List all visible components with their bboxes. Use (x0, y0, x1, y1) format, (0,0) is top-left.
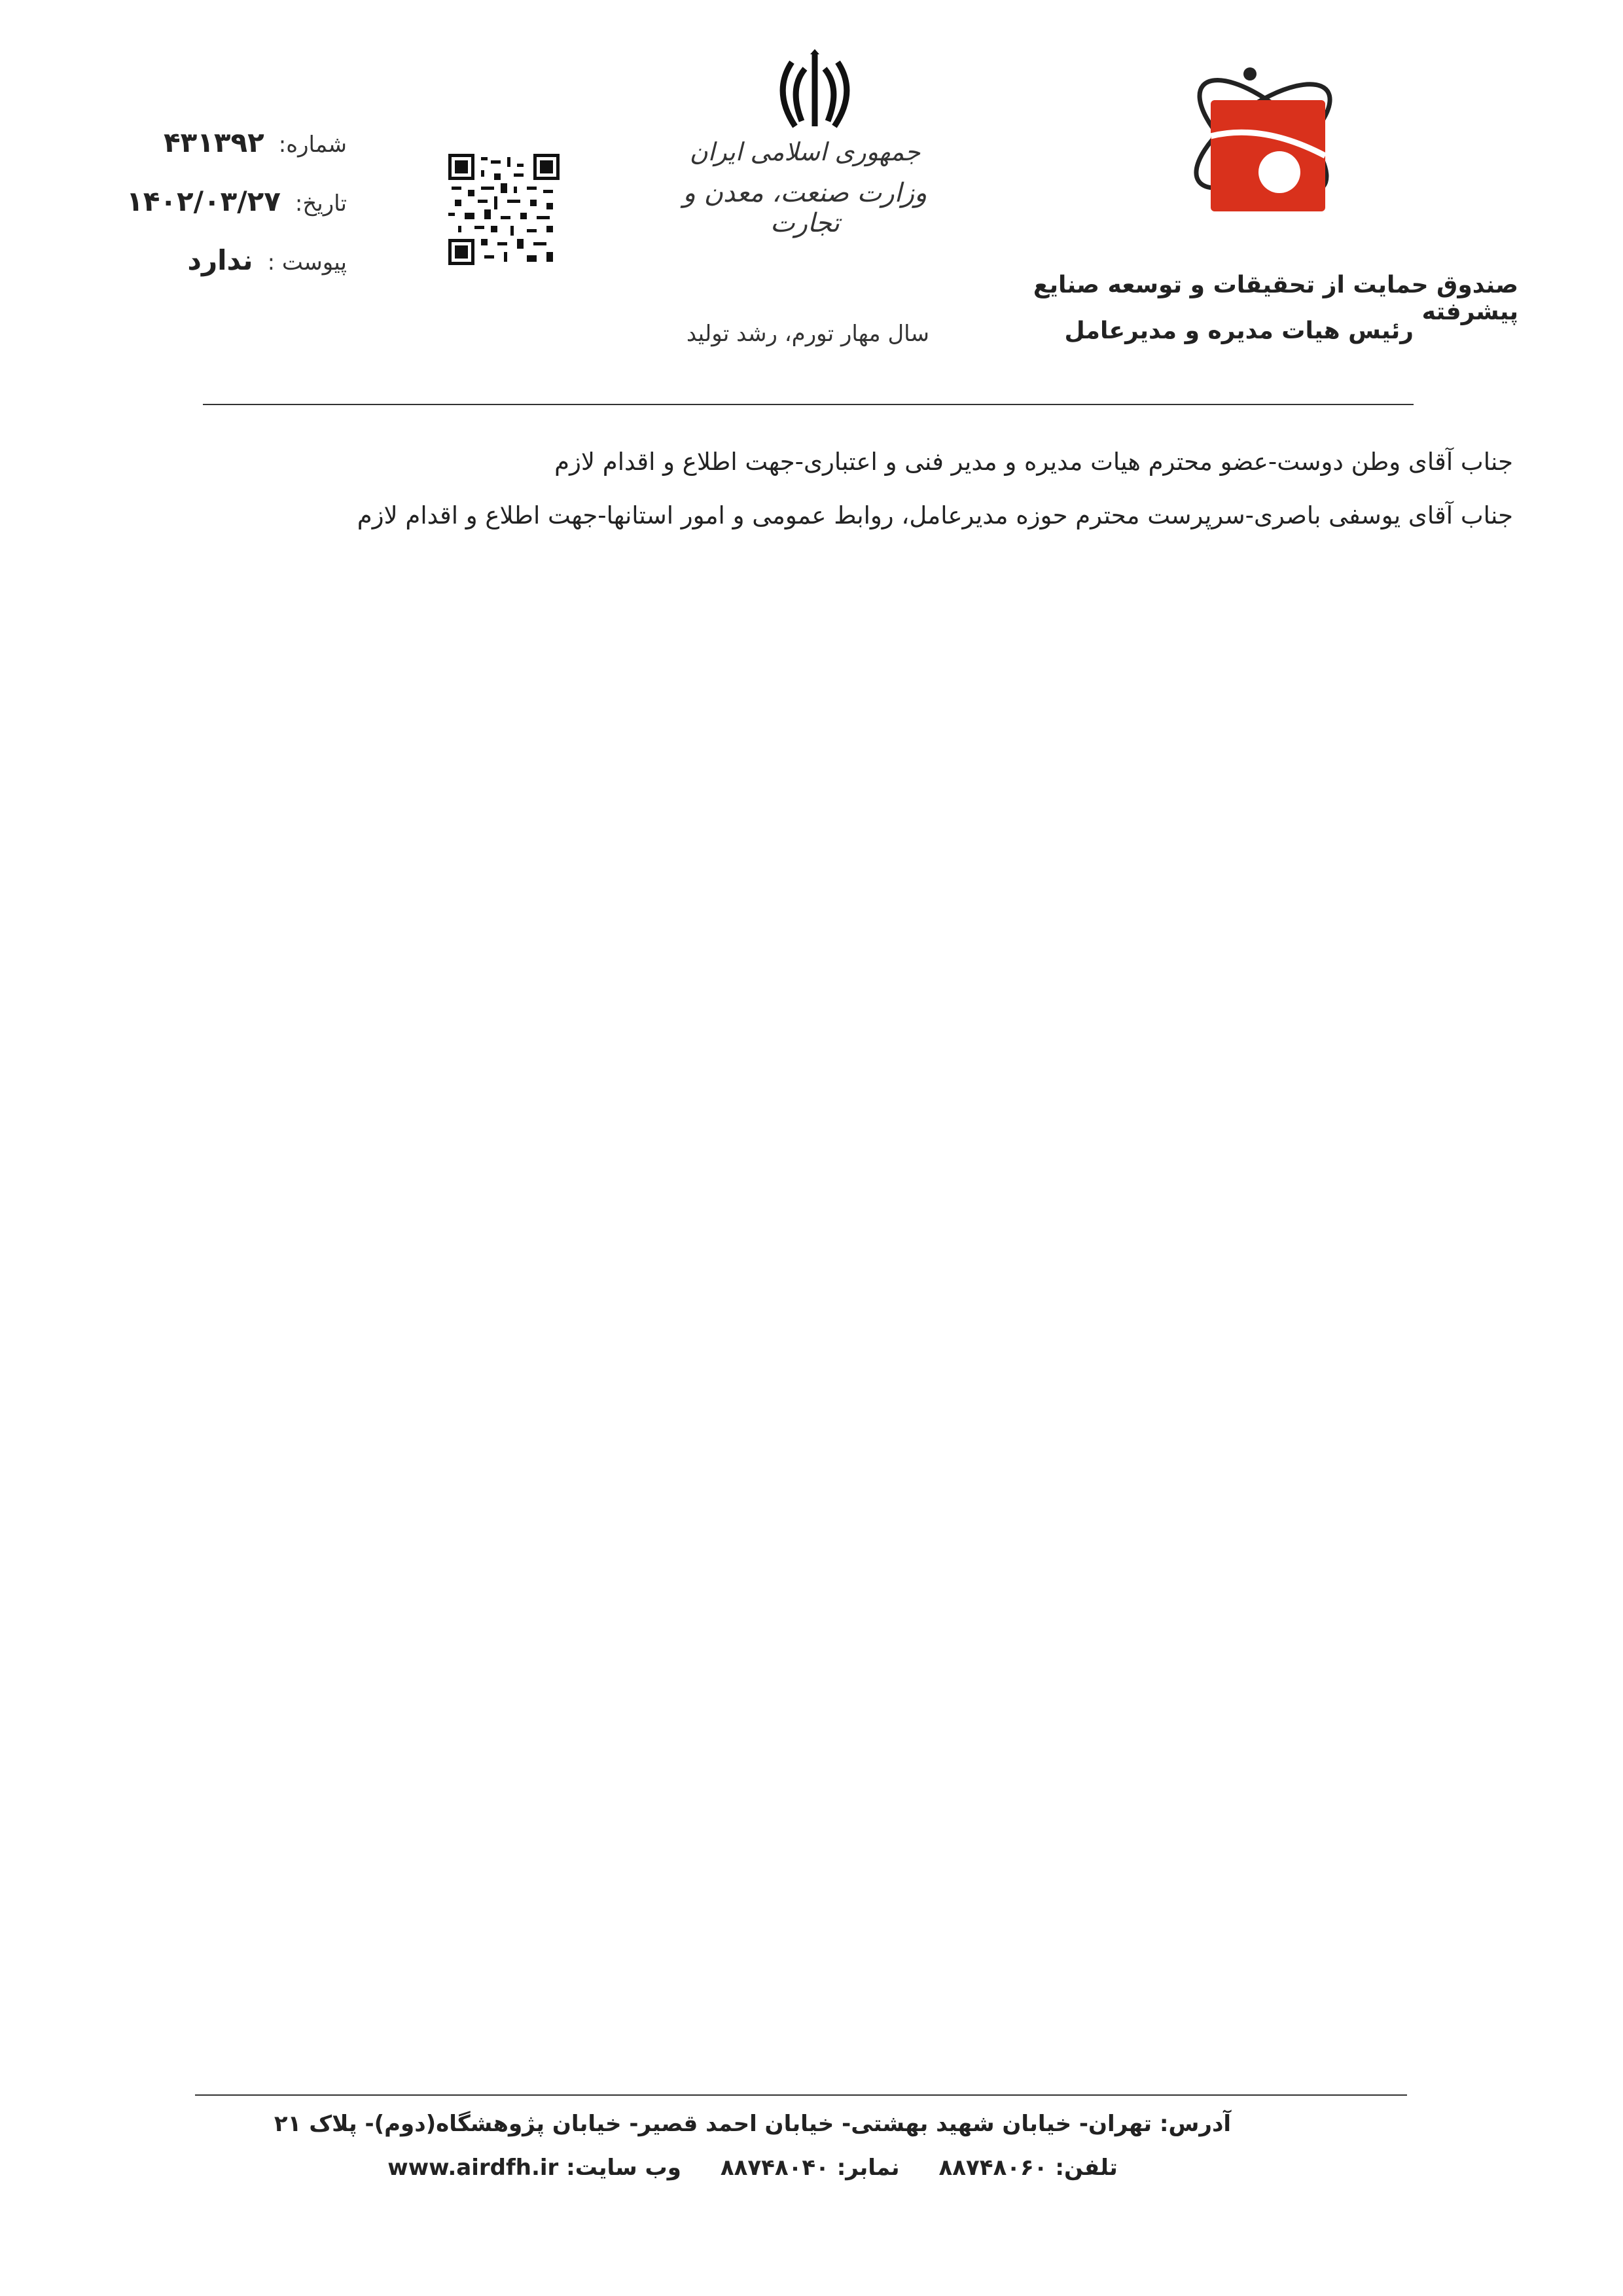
letter-attachment (98, 244, 347, 283)
footer-divider (195, 2094, 1407, 2096)
government-title: جمهوری اسلامی ایران (689, 137, 921, 166)
fund-atom-logo-icon (1165, 58, 1348, 228)
number-value: ۴۳۱۳۹۲ (163, 126, 264, 158)
number-label: شماره: (278, 132, 347, 158)
letter-date (98, 185, 347, 224)
footer-website-link[interactable]: www.airdfh.ir (387, 2155, 559, 2181)
organization-name: صندوق حمایت از تحقیقات و توسعه صنایع پیشرفته (1033, 272, 1518, 325)
attachment-label: پیوست : (267, 249, 347, 276)
date-value: ۱۴۰۲/۰۳/۲۷ (126, 185, 281, 217)
letter-number (98, 126, 347, 166)
footer-address: آدرس: تهران- خیابان شهید بهشتی- خیابان احمد قصیر- خیابان پژوهشگاه(دوم)- پلاک ۲۱ (274, 2111, 1232, 2137)
recipient-list (294, 435, 1513, 543)
recipient-line: جناب آقای یوسفی باصری-سرپرست محترم حوزه مدیرعامل، روابط عمومی و امور استانها-جهت اطلاع و اقدام لازم (357, 501, 1513, 529)
qr-code-icon (448, 154, 560, 265)
iran-emblem-icon (772, 49, 857, 134)
date-label: تاریخ: (294, 190, 347, 217)
footer-website-group (387, 2155, 681, 2181)
footer-contacts (262, 2155, 1243, 2181)
footer-fax: نمابر: ۸۸۷۴۸۰۴۰ (720, 2155, 900, 2181)
year-slogan: سال مهار تورم، رشد تولید (686, 321, 929, 347)
recipient-line: جناب آقای وطن دوست-عضو محترم هیات مدیره و مدیر فنی و اعتباری-جهت اطلاع و اقدام لازم (554, 448, 1513, 476)
footer-phone: تلفن: ۸۸۷۴۸۰۶۰ (938, 2155, 1118, 2181)
attachment-value: ندارد (187, 244, 253, 276)
signatory-role: رئیس هیات مدیره و مدیرعامل (1064, 317, 1414, 344)
header-divider (203, 404, 1414, 405)
footer-website-label: وب سایت: (566, 2155, 681, 2181)
ministry-title: وزارت صنعت، معدن و تجارت (683, 178, 927, 238)
